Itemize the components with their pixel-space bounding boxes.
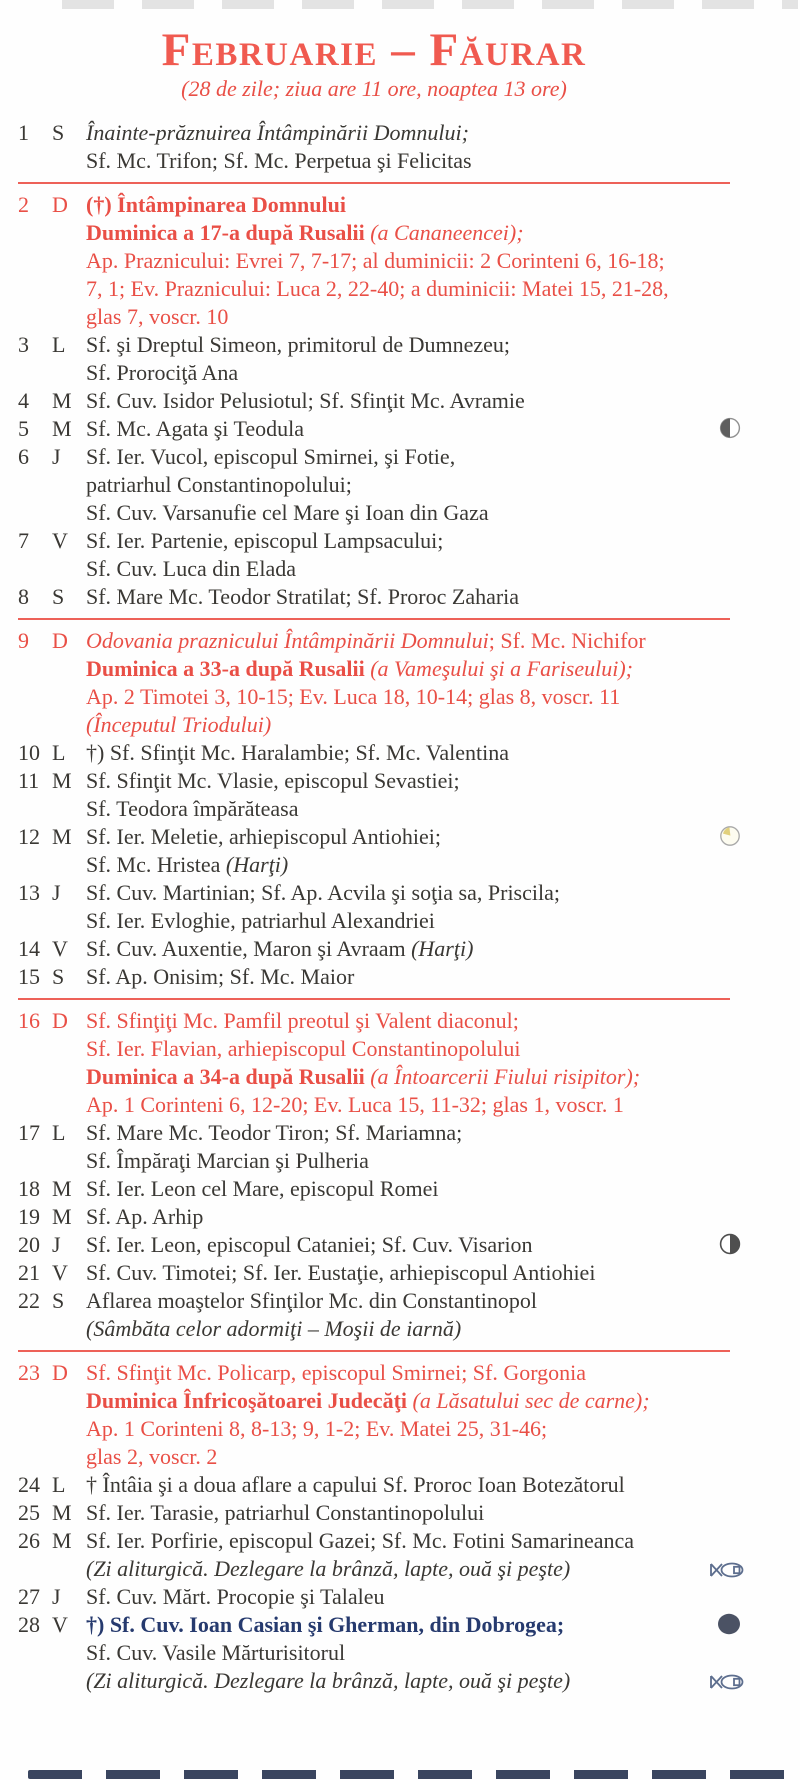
day-label (0, 823, 86, 879)
day-number: 19 (18, 1204, 40, 1229)
entry-line (86, 471, 745, 499)
entry-text: Sf. Ier. Porfirie, episcopul Gazei; Sf. Mc. Fotini Samarineanca (86, 1528, 635, 1553)
moon-dark-icon (717, 1613, 741, 1635)
moon-pale-icon (719, 825, 741, 847)
entry-text: Duminica a 33-a după Rusalii (86, 656, 371, 681)
entry-text: (†) Întâmpinarea Domnului (86, 192, 346, 217)
entry-line (86, 1611, 745, 1639)
day-label (0, 1359, 86, 1471)
day-number: 27 (18, 1584, 40, 1609)
entry-text: (Zi aliturgică. Dezlegare la brânză, lapte, ouă şi peşte) (86, 1668, 571, 1693)
day-of-week: M (52, 388, 72, 413)
moon-half-right-icon (719, 1233, 741, 1255)
day-of-week: M (52, 1528, 72, 1553)
calendar-entry (0, 415, 800, 443)
entry-text: glas 7, voscr. 10 (86, 304, 229, 329)
day-label (0, 387, 86, 415)
week-separator (18, 1350, 730, 1352)
entry-line (86, 739, 745, 767)
entry-line (86, 1119, 745, 1147)
entry-text: patriarhul Constantinopolului; (86, 472, 352, 497)
entry-text: †) Sf. Cuv. Ioan Casian şi Gherman, din Dobrogea; (86, 1612, 565, 1637)
entry-lines (86, 191, 800, 331)
entry-line (86, 1555, 745, 1583)
entry-text: Aflarea moaştelor Sfinţilor Mc. din Constantinopol (86, 1288, 537, 1313)
entry-line (86, 1499, 745, 1527)
entry-lines (86, 415, 800, 443)
entry-line (86, 1415, 745, 1443)
day-of-week: S (52, 584, 65, 609)
day-label (0, 963, 86, 991)
entry-line (86, 1639, 745, 1667)
day-of-week: M (52, 1176, 72, 1201)
entry-line (86, 795, 745, 823)
entry-lines (86, 627, 800, 739)
entry-text: Sf. Ier. Vucol, episcopul Smirnei, şi Fotie, (86, 444, 456, 469)
entry-text: Sf. şi Dreptul Simeon, primitorul de Dumnezeu; (86, 332, 511, 357)
entry-text: (a Întoarcerii Fiului risipitor); (370, 1064, 641, 1089)
day-number: 23 (18, 1360, 40, 1385)
calendar-entry (0, 1231, 800, 1259)
day-label (0, 527, 86, 583)
entry-text: (Harţi) (411, 936, 474, 961)
day-number: 14 (18, 936, 40, 961)
calendar-entry (0, 443, 800, 527)
entry-line (86, 119, 745, 147)
scan-artifact-top (62, 0, 798, 9)
entry-text: Sf. Ier. Leon cel Mare, episcopul Romei (86, 1176, 439, 1201)
day-of-week: J (52, 444, 61, 469)
entry-lines (86, 583, 800, 611)
day-number: 26 (18, 1528, 40, 1553)
calendar-entry (0, 767, 800, 823)
entry-text: Sf. Cuv. Timotei; Sf. Ier. Eustaţie, arhiepiscopul Antiohiei (86, 1260, 596, 1285)
entry-line (86, 851, 745, 879)
entry-text: Ap. 1 Corinteni 8, 8-13; 9, 1-2; Ev. Matei 25, 31-46; (86, 1416, 548, 1441)
day-label (0, 1611, 86, 1695)
day-label (0, 739, 86, 767)
day-number: 9 (18, 628, 29, 653)
day-label (0, 191, 86, 331)
entry-line (86, 1259, 745, 1287)
entry-text: Sf. Ier. Flavian, arhiepiscopul Constantinopolului (86, 1036, 521, 1061)
entry-text: Sf. Cuv. Vasile Mărturisitorul (86, 1640, 346, 1665)
calendar-entry (0, 527, 800, 583)
entry-line (86, 1035, 745, 1063)
entry-text: 7, 1; Ev. Praznicului: Luca 2, 22-40; a duminicii: Matei 15, 21-28, (86, 276, 669, 301)
calendar-entry (0, 963, 800, 991)
day-label (0, 935, 86, 963)
day-label (0, 443, 86, 527)
calendar-entry (0, 935, 800, 963)
entry-lines (86, 935, 800, 963)
entry-line (86, 683, 745, 711)
entry-text: Sf. Mare Mc. Teodor Tiron; Sf. Mariamna; (86, 1120, 463, 1145)
entry-lines (86, 767, 800, 823)
entry-text: Sf. Ier. Partenie, episcopul Lampsacului; (86, 528, 444, 553)
calendar-entry (0, 583, 800, 611)
entry-line (86, 1443, 745, 1471)
day-number: 10 (18, 740, 40, 765)
entry-line (86, 387, 745, 415)
scan-artifact-bottom (28, 1770, 796, 1779)
entry-text: Sf. Prorociţă Ana (86, 360, 239, 385)
week-separator (18, 998, 730, 1000)
entry-text: †) Sf. Sfinţit Mc. Haralambie; Sf. Mc. Valentina (86, 740, 510, 765)
calendar-entry (0, 387, 800, 415)
entry-lines (86, 1499, 800, 1527)
entry-lines (86, 879, 800, 935)
entry-line (86, 219, 745, 247)
day-number: 8 (18, 584, 29, 609)
entry-lines (86, 443, 800, 527)
day-number: 20 (18, 1232, 40, 1257)
entry-line (86, 1287, 745, 1315)
entry-lines (86, 1175, 800, 1203)
entry-lines (86, 963, 800, 991)
day-of-week: J (52, 1584, 61, 1609)
entry-text: Sf. Ier. Leon, episcopul Cataniei; Sf. Cuv. Visarion (86, 1232, 533, 1257)
entry-text: † Întâia şi a doua aflare a capului Sf. Proroc Ioan Botezătorul (86, 1472, 625, 1497)
entry-text: (Sâmbăta celor adormiţi – Moşii de iarnă) (86, 1316, 462, 1341)
entry-line (86, 627, 745, 655)
day-number: 12 (18, 824, 40, 849)
day-number: 16 (18, 1008, 40, 1033)
day-label (0, 1527, 86, 1583)
day-of-week: L (52, 1472, 66, 1497)
entry-line (86, 907, 745, 935)
entry-line (86, 147, 745, 175)
day-of-week: V (52, 528, 68, 553)
entry-text: Duminica a 17-a după Rusalii (86, 220, 371, 245)
entry-lines (86, 823, 800, 879)
entry-line (86, 935, 745, 963)
entry-line (86, 1203, 745, 1231)
entry-line (86, 1387, 745, 1415)
day-of-week: M (52, 1500, 72, 1525)
entry-line (86, 1063, 745, 1091)
moon-half-left-icon (719, 417, 741, 439)
entry-text: (Zi aliturgică. Dezlegare la brânză, lapte, ouă şi peşte) (86, 1556, 571, 1581)
entry-line (86, 415, 745, 443)
entry-text: Ap. 1 Corinteni 6, 12-20; Ev. Luca 15, 11-32; glas 1, voscr. 1 (86, 1092, 624, 1117)
day-of-week: M (52, 768, 72, 793)
entry-line (86, 1527, 745, 1555)
entry-text: Sf. Cuv. Martinian; Sf. Ap. Acvila şi soţia sa, Priscila; (86, 880, 560, 905)
entry-text: glas 2, voscr. 2 (86, 1444, 218, 1469)
entry-lines (86, 331, 800, 387)
calendar-entry (0, 1259, 800, 1287)
entry-text: Odovania praznicului Întâmpinării Domnului (86, 628, 489, 653)
day-number: 7 (18, 528, 29, 553)
day-of-week: M (52, 824, 72, 849)
entry-text: Înainte-prăznuirea Întâmpinării Domnului; (86, 120, 469, 145)
month-title: Februarie – Făurar (161, 24, 587, 76)
entry-lines (86, 527, 800, 583)
day-number: 22 (18, 1288, 40, 1313)
day-of-week: V (52, 1612, 68, 1637)
entry-text: (a Lăsatului sec de carne); (412, 1388, 650, 1413)
entry-line (86, 555, 745, 583)
day-label (0, 331, 86, 387)
entry-line (86, 655, 745, 683)
entry-line (86, 767, 745, 795)
calendar-entry (0, 1611, 800, 1695)
day-label (0, 1007, 86, 1119)
entry-line (86, 499, 745, 527)
day-label (0, 1259, 86, 1287)
day-label (0, 879, 86, 935)
calendar-entry (0, 1527, 800, 1583)
day-number: 11 (18, 768, 40, 793)
calendar-entry (0, 739, 800, 767)
entry-line (86, 1007, 745, 1035)
day-number: 5 (18, 416, 29, 441)
day-label (0, 627, 86, 739)
calendar-entry (0, 1203, 800, 1231)
entry-text: Sf. Mc. Trifon; Sf. Mc. Perpetua şi Felicitas (86, 148, 472, 173)
day-label (0, 415, 86, 443)
calendar-entry (0, 879, 800, 935)
day-label (0, 1583, 86, 1611)
day-of-week: V (52, 936, 68, 961)
day-number: 6 (18, 444, 29, 469)
entry-lines (86, 1231, 800, 1259)
calendar-entry (0, 1119, 800, 1175)
entry-lines (86, 1583, 800, 1611)
entry-line (86, 1091, 745, 1119)
entry-text: Sf. Sfinţit Mc. Policarp, episcopul Smirnei; Sf. Gorgonia (86, 1360, 587, 1385)
fish-icon (709, 1672, 745, 1692)
entry-text: Sf. Împăraţi Marcian şi Pulheria (86, 1148, 369, 1173)
entry-text: Sf. Ier. Meletie, arhiepiscopul Antiohiei; (86, 824, 441, 849)
entry-line (86, 527, 745, 555)
week-separator (18, 182, 730, 184)
entry-text: ; Sf. Mc. Nichifor (488, 628, 646, 653)
entry-text: Sf. Sfinţiţi Mc. Pamfil preotul şi Valent diaconul; (86, 1008, 519, 1033)
entry-lines (86, 1259, 800, 1287)
calendar-entry (0, 331, 800, 387)
entry-text: Ap. 2 Timotei 3, 10-15; Ev. Luca 18, 10-14; glas 8, voscr. 11 (86, 684, 621, 709)
day-of-week: S (52, 120, 65, 145)
day-number: 3 (18, 332, 29, 357)
day-number: 2 (18, 192, 29, 217)
day-of-week: L (52, 740, 66, 765)
entry-line (86, 359, 745, 387)
page-header (0, 0, 748, 102)
entry-line (86, 823, 745, 851)
calendar-entry (0, 1287, 800, 1343)
entry-text: Sf. Mc. Agata şi Teodula (86, 416, 305, 441)
calendar-entry (0, 1471, 800, 1499)
entry-text: (Începutul Triodului) (86, 712, 272, 737)
day-label (0, 767, 86, 823)
entry-line (86, 963, 745, 991)
entry-line (86, 879, 745, 907)
day-label (0, 1287, 86, 1343)
entry-text: Sf. Cuv. Varsanufie cel Mare şi Ioan din Gaza (86, 500, 489, 525)
entry-lines (86, 119, 800, 175)
day-number: 24 (18, 1472, 40, 1497)
entry-lines (86, 739, 800, 767)
entry-lines (86, 1359, 800, 1471)
calendar-entry (0, 1359, 800, 1471)
entry-lines (86, 1471, 800, 1499)
calendar-entry (0, 1499, 800, 1527)
entry-lines (86, 1287, 800, 1343)
entry-text: Sf. Cuv. Mărt. Procopie şi Talaleu (86, 1584, 385, 1609)
day-number: 25 (18, 1500, 40, 1525)
day-of-week: L (52, 1120, 66, 1145)
entry-text: Sf. Teodora împărăteasa (86, 796, 299, 821)
day-of-week: L (52, 332, 66, 357)
week-separator (18, 618, 730, 620)
day-of-week: D (52, 1008, 68, 1033)
entry-lines (86, 1611, 800, 1695)
entry-line (86, 1315, 745, 1343)
entry-line (86, 443, 745, 471)
entry-text: Duminica a 34-a după Rusalii (86, 1064, 371, 1089)
fish-icon (709, 1560, 745, 1580)
entry-lines (86, 1527, 800, 1583)
day-number: 18 (18, 1176, 40, 1201)
calendar-entry (0, 1175, 800, 1203)
calendar-entry (0, 191, 800, 331)
entry-text: (a Vameşului şi a Fariseului); (370, 656, 633, 681)
calendar-entry (0, 1007, 800, 1119)
day-number: 13 (18, 880, 40, 905)
entry-lines (86, 1203, 800, 1231)
entry-line (86, 275, 745, 303)
entry-line (86, 1231, 745, 1259)
entry-line (86, 1667, 745, 1695)
entry-line (86, 191, 745, 219)
day-number: 28 (18, 1612, 40, 1637)
entry-line (86, 583, 745, 611)
day-of-week: D (52, 192, 68, 217)
entry-text: Sf. Ap. Arhip (86, 1204, 204, 1229)
calendar-entry (0, 119, 800, 175)
entry-line (86, 331, 745, 359)
day-label (0, 1499, 86, 1527)
entry-text: Sf. Sfinţit Mc. Vlasie, episcopul Sevastiei; (86, 768, 460, 793)
day-label (0, 1231, 86, 1259)
day-label (0, 583, 86, 611)
day-number: 21 (18, 1260, 40, 1285)
day-of-week: J (52, 880, 61, 905)
day-of-week: M (52, 416, 72, 441)
day-number: 1 (18, 120, 29, 145)
day-label (0, 1175, 86, 1203)
day-label (0, 1471, 86, 1499)
day-label (0, 1203, 86, 1231)
calendar-entry (0, 823, 800, 879)
day-of-week: D (52, 628, 68, 653)
calendar-entry (0, 1583, 800, 1611)
entry-text: Ap. Praznicului: Evrei 7, 7-17; al duminicii: 2 Corinteni 6, 16-18; (86, 248, 665, 273)
entry-text: Sf. Cuv. Luca din Elada (86, 556, 296, 581)
entry-text: Sf. Ap. Onisim; Sf. Mc. Maior (86, 964, 355, 989)
day-of-week: D (52, 1360, 68, 1385)
entries-list (0, 119, 800, 1695)
entry-line (86, 247, 745, 275)
day-number: 17 (18, 1120, 40, 1145)
entry-text: Sf. Ier. Tarasie, patriarhul Constantinopolului (86, 1500, 485, 1525)
entry-text: (a Cananeencei); (370, 220, 524, 245)
entry-text: Sf. Cuv. Auxentie, Maron şi Avraam (86, 936, 412, 961)
day-label (0, 119, 86, 175)
entry-line (86, 1175, 745, 1203)
entry-line (86, 711, 745, 739)
day-of-week: J (52, 1232, 61, 1257)
entry-line (86, 303, 745, 331)
entry-text: Sf. Cuv. Isidor Pelusiotul; Sf. Sfinţit Mc. Avramie (86, 388, 525, 413)
entry-lines (86, 1119, 800, 1175)
calendar-entry (0, 627, 800, 739)
month-subtitle: (28 de zile; ziua are 11 ore, noaptea 13 ore) (181, 76, 567, 101)
day-of-week: V (52, 1260, 68, 1285)
day-number: 4 (18, 388, 29, 413)
entry-line (86, 1583, 745, 1611)
entry-text: Sf. Mare Mc. Teodor Stratilat; Sf. Proroc Zaharia (86, 584, 520, 609)
entry-line (86, 1359, 745, 1387)
entry-text: Sf. Ier. Evloghie, patriarhul Alexandriei (86, 908, 435, 933)
entry-text: (Harţi) (225, 852, 289, 877)
day-label (0, 1119, 86, 1175)
day-of-week: M (52, 1204, 72, 1229)
day-of-week: S (52, 964, 65, 989)
entry-lines (86, 1007, 800, 1119)
day-number: 15 (18, 964, 40, 989)
entry-line (86, 1147, 745, 1175)
entry-text: Duminica Înfricoşătoarei Judecăţi (86, 1388, 413, 1413)
entry-text: Sf. Mc. Hristea (86, 852, 226, 877)
entry-line (86, 1471, 745, 1499)
entry-lines (86, 387, 800, 415)
day-of-week: S (52, 1288, 65, 1313)
